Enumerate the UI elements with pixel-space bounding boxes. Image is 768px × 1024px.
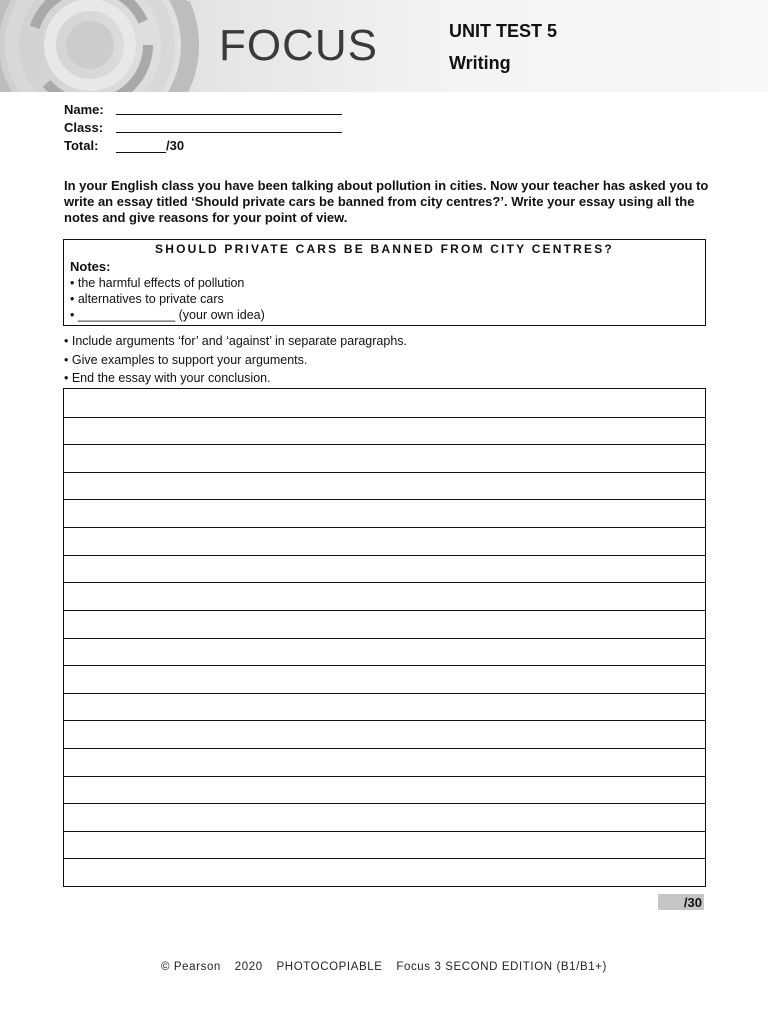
writing-line	[64, 803, 705, 804]
class-field[interactable]	[116, 121, 342, 133]
writing-line	[64, 693, 705, 694]
notes-item: • ______________ (your own idea)	[70, 308, 265, 322]
student-fields	[64, 100, 342, 154]
writing-line	[64, 748, 705, 749]
unit-title: UNIT TEST 5	[449, 21, 558, 41]
writing-line	[64, 582, 705, 583]
page-footer	[0, 961, 768, 973]
tip-item: • End the essay with your conclusion.	[64, 371, 271, 385]
total-field-row	[64, 136, 342, 154]
writing-line	[64, 831, 705, 832]
essay-writing-area[interactable]	[63, 388, 706, 887]
tip-item: • Give examples to support your arguments.	[64, 352, 308, 367]
tip-item: • Include arguments ‘for’ and ‘against’ in separate paragraphs.	[64, 334, 408, 348]
writing-tips	[64, 332, 407, 388]
writing-line	[64, 638, 705, 639]
photocopiable-label: PHOTOCOPIABLE	[276, 961, 383, 973]
writing-line	[64, 858, 705, 859]
unit-subtitle: Writing	[449, 53, 511, 73]
writing-line	[64, 472, 705, 473]
name-field-row	[64, 100, 342, 118]
writing-line	[64, 610, 705, 611]
edition-label: Focus 3 SECOND EDITION (B1/B1+)	[396, 961, 607, 973]
notes-label: Notes:	[70, 259, 111, 274]
writing-line	[64, 499, 705, 500]
copyright-text: © Pearson	[161, 961, 221, 973]
writing-line	[64, 555, 705, 556]
page-header	[0, 0, 768, 92]
name-field[interactable]	[116, 103, 342, 115]
writing-line	[64, 417, 705, 418]
class-field-row	[64, 118, 342, 136]
writing-line	[64, 776, 705, 777]
name-label: Name:	[64, 101, 104, 117]
total-field[interactable]	[116, 141, 166, 153]
focus-logo: FOCUS	[219, 21, 378, 70]
notes-box	[63, 239, 706, 326]
notes-item: • alternatives to private cars	[70, 292, 224, 306]
writing-line	[64, 720, 705, 721]
total-value	[116, 138, 184, 153]
writing-line	[64, 665, 705, 666]
score-box: /30	[658, 894, 704, 910]
class-label: Class:	[64, 119, 104, 135]
writing-line	[64, 527, 705, 528]
total-max: /30	[166, 137, 185, 153]
writing-line	[64, 444, 705, 445]
notes-item: • the harmful effects of pollution	[70, 276, 245, 290]
essay-title: SHOULD PRIVATE CARS BE BANNED FROM CITY CENTRES?	[155, 242, 614, 256]
task-instructions: In your English class you have been talking about pollution in cities. Now your teacher has asked you to write an essay titled ‘Should private cars be banned from city centres?’. Write your essay using all the notes and give reasons for your point of view.	[64, 178, 709, 225]
total-label: Total:	[64, 137, 99, 153]
footer-year: 2020	[234, 961, 263, 973]
